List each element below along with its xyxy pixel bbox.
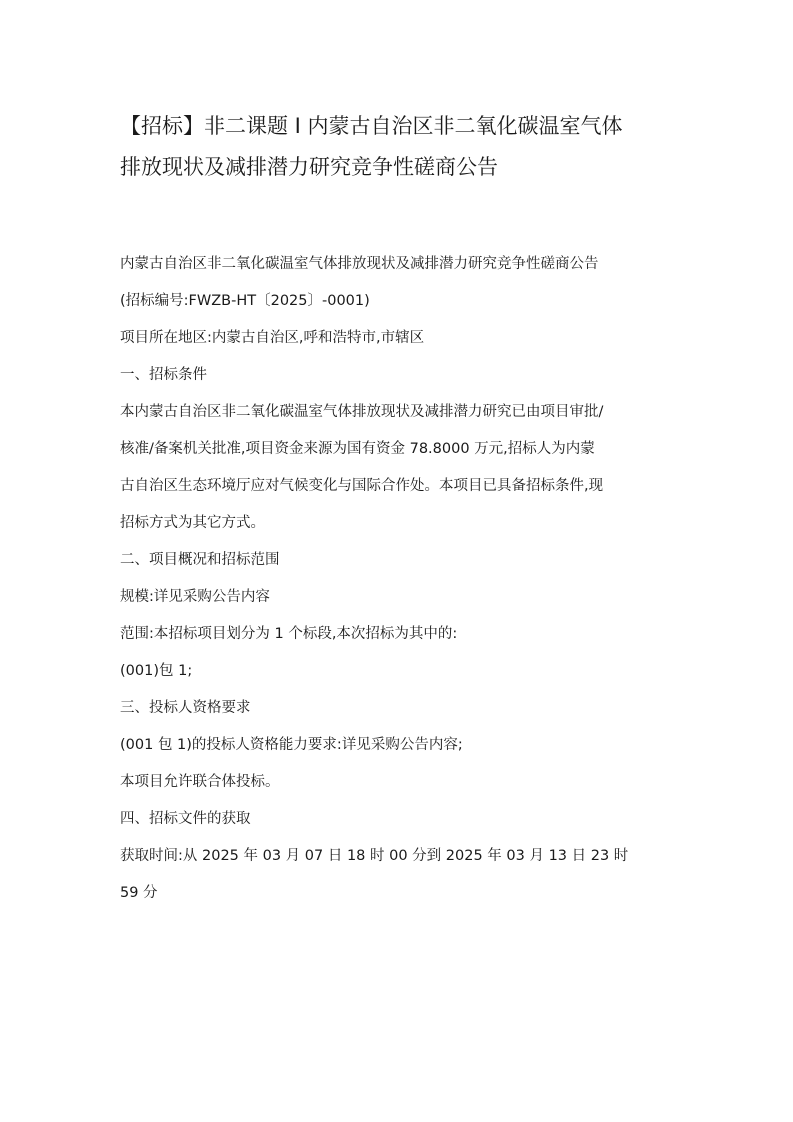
section-heading-document-acquisition: 四、招标文件的获取 bbox=[120, 811, 251, 827]
document-title-line-2: 排放现状及减排潜力研究竞争性磋商公告 bbox=[120, 155, 498, 179]
announcement-heading: 内蒙古自治区非二氧化碳温室气体排放现状及减排潜力研究竞争性磋商公告 bbox=[120, 256, 599, 272]
tender-conditions-line-2: 核准/备案机关批准,项目资金来源为国有资金 78.8000 万元,招标人为内蒙 bbox=[120, 441, 595, 457]
tender-conditions-line-4: 招标方式为其它方式。 bbox=[120, 515, 265, 531]
document-body bbox=[120, 246, 680, 912]
bidder-qualification-requirement: (001 包 1)的投标人资格能力要求:详见采购公告内容; bbox=[120, 737, 463, 753]
project-location: 项目所在地区:内蒙古自治区,呼和浩特市,市辖区 bbox=[120, 330, 425, 346]
tender-conditions-line-3: 古自治区生态环境厅应对气候变化与国际合作处。本项目已具备招标条件,现 bbox=[120, 478, 604, 494]
section-heading-tender-conditions: 一、招标条件 bbox=[120, 367, 207, 383]
document-title bbox=[120, 106, 680, 188]
package-item: (001)包 1; bbox=[120, 663, 193, 679]
acquisition-time-line-2: 59 分 bbox=[120, 885, 158, 901]
section-heading-bidder-qualifications: 三、投标人资格要求 bbox=[120, 700, 251, 716]
project-scale: 规模:详见采购公告内容 bbox=[120, 589, 270, 605]
section-heading-project-overview: 二、项目概况和招标范围 bbox=[120, 552, 280, 568]
project-scope: 范围:本招标项目划分为 1 个标段,本次招标为其中的: bbox=[120, 626, 458, 642]
consortium-allowed: 本项目允许联合体投标。 bbox=[120, 774, 280, 790]
tender-conditions-line-1: 本内蒙古自治区非二氧化碳温室气体排放现状及减排潜力研究已由项目审批/ bbox=[120, 404, 604, 420]
document-title-line-1: 【招标】非二课题 I 内蒙古自治区非二氧化碳温室气体 bbox=[120, 114, 623, 138]
tender-number: (招标编号:FWZB-HT〔2025〕-0001) bbox=[120, 293, 370, 309]
acquisition-time-line-1: 获取时间:从 2025 年 03 月 07 日 18 时 00 分到 2025 年 03 月 13 日 23 时 bbox=[120, 848, 629, 864]
